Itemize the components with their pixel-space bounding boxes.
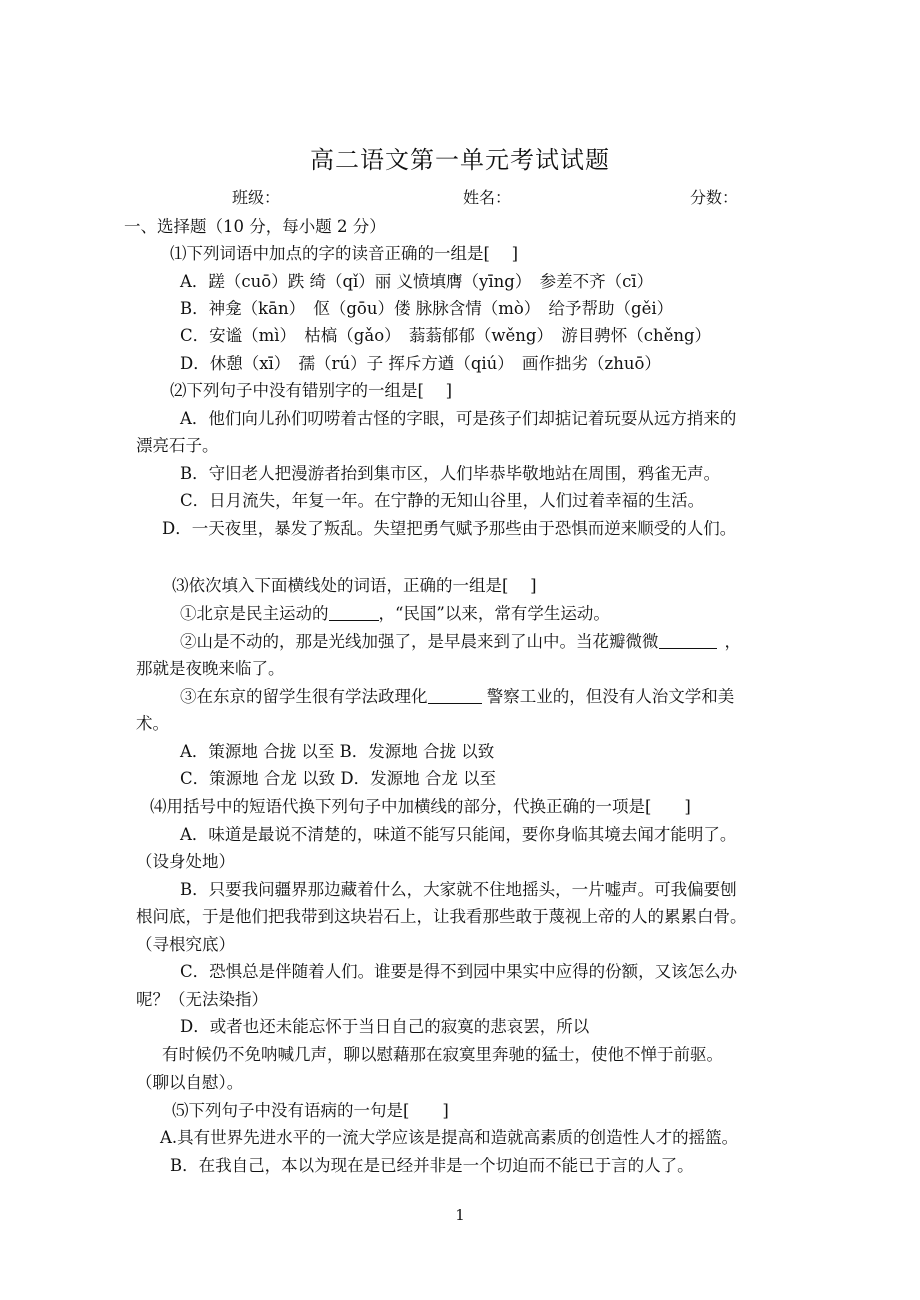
exam-title: 高二语文第一单元考试试题: [310, 146, 610, 174]
q3-sentence-3-cont: 术。: [136, 714, 169, 733]
page-number: 1: [455, 1206, 465, 1224]
q4-option-a-cont: （设身处地）: [136, 852, 235, 871]
q3-s1-pre: ①北京是民主运动的: [180, 604, 329, 623]
q3-sentence-3: [180, 686, 734, 708]
q5-option-b: B．在我自己，本以为现在是已经并非是一个切迫而不能已于言的人了。: [170, 1156, 694, 1175]
q4-option-d-cont2: （聊以自慰）。: [136, 1073, 244, 1092]
q1-option-d: D．休憩（xī） 孺（rú）子 挥斥方遒（qiú） 画作拙劣（zhuō）: [180, 354, 661, 373]
q4-option-c: C．恐惧总是伴随着人们。谁要是得不到园中果实中应得的份额，又该怎么办: [180, 962, 738, 981]
q1-option-c: C．安谧（mì） 枯槁（gǎo） 蓊蓊郁郁（wěng） 游目骋怀（chěng）: [180, 326, 712, 345]
q3-s1-post: ，“民国”以来，常有学生运动。: [378, 604, 610, 623]
q4-option-b: B．只要我问疆界那边藏着什么，大家就不住地摇头，一片嘘声。可我偏要刨: [180, 880, 737, 899]
fill-blank: [659, 632, 717, 649]
q4-option-a: A．味道是最说不清楚的，味道不能写只能闻，要你身临其境去闻才能明了。: [180, 825, 737, 844]
q3-sentence-2: [180, 631, 741, 653]
q2-stem: ⑵下列句子中没有错别字的一组是[ ]: [170, 381, 453, 400]
section-heading: 一、选择题（10 分，每小题 2 分）: [124, 217, 386, 236]
name-label: 姓名：: [463, 188, 512, 207]
score-label: 分数：: [690, 188, 739, 207]
q4-option-d: D．或者也还未能忘怀于当日自己的寂寞的悲哀罢，所以: [180, 1017, 590, 1036]
q3-s3-post: 警察工业的，但没有人治文学和美: [481, 687, 735, 706]
q1-option-b: B．神龛（kān） 伛（gōu）偻 脉脉含情（mò） 给予帮助（gěi）: [180, 299, 674, 318]
q5-stem: ⑸下列句子中没有语病的一句是[ ]: [172, 1101, 449, 1120]
q2-option-a-cont: 漂亮石子。: [136, 436, 219, 455]
q3-s2-pre: ②山是不动的，那是光线加强了，是早晨来到了山中。当花瓣微微: [180, 632, 659, 651]
q2-option-d: D．一天夜里，暴发了叛乱。失望把勇气赋予那些由于恐惧而逆来顺受的人们。: [162, 519, 737, 538]
q4-stem: ⑷用括号中的短语代换下列句子中加横线的部分，代换正确的一项是[ ]: [150, 797, 691, 816]
q4-option-c-cont: 呢？（无法染指）: [136, 990, 268, 1009]
q4-option-d-cont: 有时候仍不免呐喊几声，聊以慰藉那在寂寞里奔驰的猛士，使他不惮于前驱。: [162, 1045, 723, 1064]
q3-s3-pre: ③在东京的留学生很有学法政理化: [180, 687, 428, 706]
q1-stem: ⑴下列词语中加点的字的读音正确的一组是[ ]: [170, 244, 519, 263]
q2-option-a: A．他们向儿孙们叨唠着古怪的字眼，可是孩子们却掂记着玩耍从远方捎来的: [180, 409, 737, 428]
fill-blank: [329, 604, 379, 621]
q2-option-c: C．日月流失，年复一年。在宁静的无知山谷里，人们过着幸福的生活。: [180, 491, 705, 510]
q5-option-a: A.具有世界先进水平的一流大学应该是提高和造就高素质的创造性人才的摇篮。: [160, 1128, 739, 1147]
q2-option-b: B．守旧老人把漫游者抬到集市区，人们毕恭毕敬地站在周围，鸦雀无声。: [180, 464, 721, 483]
q4-option-b-cont: 根问底，于是他们把我带到这块岩石上，让我看那些敢于蔑视上帝的人的累累白骨。: [136, 907, 747, 926]
fill-blank: [428, 687, 482, 704]
q3-stem: ⑶依次填入下面横线处的词语，正确的一组是[ ]: [172, 576, 537, 595]
q1-option-a: A．蹉（cuō）跌 绮（qǐ）丽 义愤填膺（yīng） 参差不齐（cī）: [180, 272, 654, 291]
q3-sentence-1: [180, 603, 610, 625]
class-label: 班级：: [232, 188, 281, 207]
q3-sentence-2-cont: 那就是夜晚来临了。: [136, 659, 285, 678]
q3-options-ab: A．策源地 合拢 以至 B．发源地 合拢 以致: [180, 742, 495, 761]
q3-s2-post: ，: [724, 632, 741, 651]
q4-option-b-cont2: （寻根究底）: [136, 935, 235, 954]
q3-options-cd: C．策源地 合龙 以致 D．发源地 合龙 以至: [180, 769, 497, 788]
